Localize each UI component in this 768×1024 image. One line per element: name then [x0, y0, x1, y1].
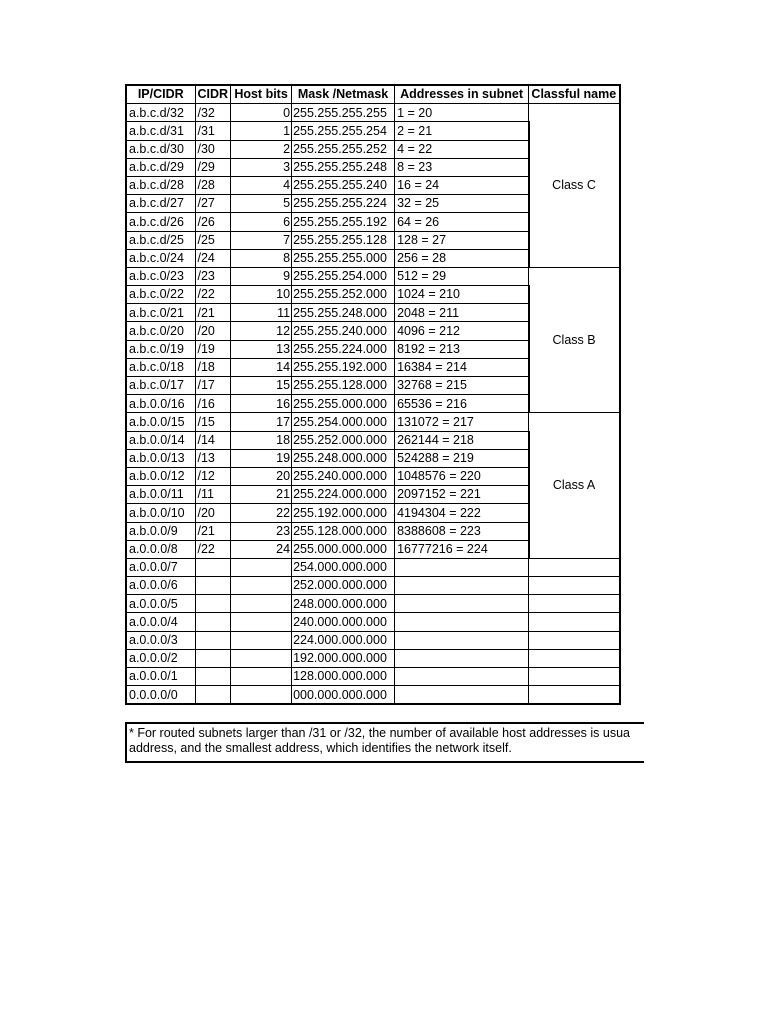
cell-cidr: /24	[195, 249, 231, 267]
cell-mask: 255.255.255.254	[292, 122, 395, 140]
cell-mask: 255.255.255.255	[292, 104, 395, 122]
table-row	[126, 577, 620, 595]
cell-mask: 000.000.000.000	[292, 686, 395, 705]
cell-host-bits: 16	[231, 395, 292, 413]
cell-cidr	[195, 613, 231, 631]
cell-host-bits: 11	[231, 304, 292, 322]
cell-mask: 255.255.255.128	[292, 231, 395, 249]
cell-ip-cidr: 0.0.0.0/0	[126, 686, 195, 705]
cell-host-bits: 1	[231, 122, 292, 140]
cell-cidr	[195, 686, 231, 705]
cell-classful-empty	[529, 558, 620, 576]
cell-addresses: 4194304 = 222	[395, 504, 529, 522]
cell-host-bits: 7	[231, 231, 292, 249]
cell-host-bits: 15	[231, 377, 292, 395]
cell-mask: 255.254.000.000	[292, 413, 395, 431]
table-row	[126, 413, 620, 431]
cell-ip-cidr: a.b.c.d/32	[126, 104, 195, 122]
cell-ip-cidr: a.b.c.0/24	[126, 249, 195, 267]
cell-addresses	[395, 631, 529, 649]
cell-cidr	[195, 595, 231, 613]
cell-ip-cidr: a.b.c.0/21	[126, 304, 195, 322]
cell-mask: 255.000.000.000	[292, 540, 395, 558]
classful-name-cell: Class B	[529, 267, 620, 413]
header-host-bits: Host bits	[231, 85, 292, 104]
cell-cidr: /18	[195, 358, 231, 376]
cell-host-bits: 9	[231, 267, 292, 285]
cell-mask: 255.255.128.000	[292, 377, 395, 395]
cell-addresses: 16384 = 214	[395, 358, 529, 376]
cell-ip-cidr: a.b.c.0/20	[126, 322, 195, 340]
cell-host-bits	[231, 595, 292, 613]
table-row	[126, 104, 620, 122]
cell-cidr: /28	[195, 176, 231, 194]
cell-classful-empty	[529, 613, 620, 631]
cell-host-bits	[231, 686, 292, 705]
cell-cidr	[195, 577, 231, 595]
cell-addresses: 65536 = 216	[395, 395, 529, 413]
cell-ip-cidr: a.0.0.0/1	[126, 668, 195, 686]
cell-addresses	[395, 649, 529, 667]
cell-cidr	[195, 558, 231, 576]
cell-ip-cidr: a.0.0.0/7	[126, 558, 195, 576]
cell-host-bits	[231, 668, 292, 686]
cell-host-bits	[231, 649, 292, 667]
cell-addresses	[395, 686, 529, 705]
cell-ip-cidr: a.b.0.0/14	[126, 431, 195, 449]
cell-classful-empty	[529, 649, 620, 667]
table-row	[126, 595, 620, 613]
cell-mask: 255.255.192.000	[292, 358, 395, 376]
cell-ip-cidr: a.b.c.d/25	[126, 231, 195, 249]
cell-addresses	[395, 595, 529, 613]
cell-mask: 255.255.255.240	[292, 176, 395, 194]
cell-mask: 255.240.000.000	[292, 467, 395, 485]
cell-mask: 240.000.000.000	[292, 613, 395, 631]
cell-cidr: /13	[195, 449, 231, 467]
cell-addresses	[395, 577, 529, 595]
cell-cidr	[195, 668, 231, 686]
cell-host-bits: 13	[231, 340, 292, 358]
cell-cidr: /29	[195, 158, 231, 176]
table-row	[126, 649, 620, 667]
cell-ip-cidr: a.b.0.0/15	[126, 413, 195, 431]
cell-addresses: 1024 = 210	[395, 286, 529, 304]
cell-host-bits: 8	[231, 249, 292, 267]
cell-addresses: 8192 = 213	[395, 340, 529, 358]
cell-cidr: /14	[195, 431, 231, 449]
cell-cidr	[195, 631, 231, 649]
cell-ip-cidr: a.0.0.0/8	[126, 540, 195, 558]
header-classful-name: Classful name	[529, 85, 620, 104]
cell-cidr: /25	[195, 231, 231, 249]
cell-host-bits: 12	[231, 322, 292, 340]
cell-addresses: 64 = 26	[395, 213, 529, 231]
cell-cidr: /20	[195, 504, 231, 522]
cell-ip-cidr: a.0.0.0/6	[126, 577, 195, 595]
cell-host-bits	[231, 577, 292, 595]
cell-ip-cidr: a.b.0.0/13	[126, 449, 195, 467]
cell-mask: 254.000.000.000	[292, 558, 395, 576]
table-row	[126, 631, 620, 649]
table-row	[126, 267, 620, 285]
cell-ip-cidr: a.b.c.d/27	[126, 195, 195, 213]
cell-classful-empty	[529, 668, 620, 686]
cell-mask: 255.128.000.000	[292, 522, 395, 540]
cell-cidr: /11	[195, 486, 231, 504]
cell-mask: 224.000.000.000	[292, 631, 395, 649]
cell-host-bits: 5	[231, 195, 292, 213]
cell-addresses	[395, 558, 529, 576]
cell-ip-cidr: a.b.c.d/31	[126, 122, 195, 140]
cell-cidr: /17	[195, 377, 231, 395]
footnote-line-1: * For routed subnets larger than /31 or /32, the number of available host addresses is usua	[129, 726, 630, 740]
cell-host-bits: 0	[231, 104, 292, 122]
cell-addresses: 524288 = 219	[395, 449, 529, 467]
header-addresses: Addresses in subnet	[395, 85, 529, 104]
cell-ip-cidr: a.b.0.0/9	[126, 522, 195, 540]
cell-ip-cidr: a.b.c.0/23	[126, 267, 195, 285]
cell-addresses: 2097152 = 221	[395, 486, 529, 504]
cell-ip-cidr: a.b.c.d/28	[126, 176, 195, 194]
cell-host-bits: 17	[231, 413, 292, 431]
cell-addresses: 16 = 24	[395, 176, 529, 194]
cell-mask: 255.255.254.000	[292, 267, 395, 285]
cell-host-bits	[231, 613, 292, 631]
cell-ip-cidr: a.b.c.0/17	[126, 377, 195, 395]
cell-addresses: 262144 = 218	[395, 431, 529, 449]
cell-cidr: /30	[195, 140, 231, 158]
cell-host-bits: 14	[231, 358, 292, 376]
cell-addresses: 131072 = 217	[395, 413, 529, 431]
cell-mask: 255.255.255.000	[292, 249, 395, 267]
cell-host-bits: 6	[231, 213, 292, 231]
cell-ip-cidr: a.b.0.0/12	[126, 467, 195, 485]
cell-mask: 252.000.000.000	[292, 577, 395, 595]
cell-classful-empty	[529, 631, 620, 649]
cell-cidr: /19	[195, 340, 231, 358]
cell-addresses: 1048576 = 220	[395, 467, 529, 485]
cell-addresses: 512 = 29	[395, 267, 529, 285]
cell-host-bits: 19	[231, 449, 292, 467]
cell-cidr: /15	[195, 413, 231, 431]
cell-addresses	[395, 613, 529, 631]
cell-ip-cidr: a.0.0.0/3	[126, 631, 195, 649]
cell-cidr: /31	[195, 122, 231, 140]
cell-addresses: 1 = 20	[395, 104, 529, 122]
cell-addresses: 32768 = 215	[395, 377, 529, 395]
cell-mask: 128.000.000.000	[292, 668, 395, 686]
cell-addresses: 16777216 = 224	[395, 540, 529, 558]
cell-cidr: /32	[195, 104, 231, 122]
cell-cidr: /27	[195, 195, 231, 213]
cell-classful-empty	[529, 686, 620, 705]
cell-ip-cidr: a.b.c.d/26	[126, 213, 195, 231]
cell-host-bits: 21	[231, 486, 292, 504]
cell-addresses: 4096 = 212	[395, 322, 529, 340]
cell-host-bits	[231, 631, 292, 649]
table-row	[126, 558, 620, 576]
cell-cidr: /22	[195, 286, 231, 304]
cell-cidr: /21	[195, 522, 231, 540]
cell-host-bits: 4	[231, 176, 292, 194]
table-row	[126, 686, 620, 705]
cell-addresses	[395, 668, 529, 686]
cell-mask: 255.255.255.192	[292, 213, 395, 231]
cell-mask: 255.255.255.224	[292, 195, 395, 213]
cell-cidr: /23	[195, 267, 231, 285]
header-row	[126, 85, 620, 104]
cell-cidr: /26	[195, 213, 231, 231]
cell-mask: 255.255.224.000	[292, 340, 395, 358]
cell-cidr: /22	[195, 540, 231, 558]
cell-ip-cidr: a.b.c.0/19	[126, 340, 195, 358]
cell-addresses: 8388608 = 223	[395, 522, 529, 540]
cell-host-bits	[231, 558, 292, 576]
cell-addresses: 32 = 25	[395, 195, 529, 213]
cell-ip-cidr: a.b.0.0/11	[126, 486, 195, 504]
cell-host-bits: 23	[231, 522, 292, 540]
cell-addresses: 256 = 28	[395, 249, 529, 267]
cell-mask: 255.192.000.000	[292, 504, 395, 522]
cell-addresses: 4 = 22	[395, 140, 529, 158]
footnote-line-2: address, and the smallest address, which identifies the network itself.	[129, 741, 512, 755]
cell-mask: 255.255.240.000	[292, 322, 395, 340]
cell-mask: 255.252.000.000	[292, 431, 395, 449]
footnote	[125, 722, 644, 763]
cell-cidr: /12	[195, 467, 231, 485]
cell-cidr: /21	[195, 304, 231, 322]
cell-ip-cidr: a.0.0.0/2	[126, 649, 195, 667]
cidr-table	[125, 84, 621, 705]
cell-mask: 255.255.252.000	[292, 286, 395, 304]
cell-mask: 255.248.000.000	[292, 449, 395, 467]
cell-mask: 255.255.255.248	[292, 158, 395, 176]
cell-mask: 248.000.000.000	[292, 595, 395, 613]
cell-host-bits: 22	[231, 504, 292, 522]
classful-name-cell: Class A	[529, 413, 620, 559]
cell-host-bits: 18	[231, 431, 292, 449]
cell-cidr	[195, 649, 231, 667]
cell-classful-empty	[529, 595, 620, 613]
cell-addresses: 8 = 23	[395, 158, 529, 176]
header-cidr: CIDR	[195, 85, 231, 104]
cell-host-bits: 20	[231, 467, 292, 485]
header-mask: Mask /Netmask	[292, 85, 395, 104]
cell-ip-cidr: a.b.c.0/18	[126, 358, 195, 376]
cell-addresses: 128 = 27	[395, 231, 529, 249]
cell-addresses: 2048 = 211	[395, 304, 529, 322]
cell-ip-cidr: a.0.0.0/4	[126, 613, 195, 631]
cell-ip-cidr: a.b.0.0/16	[126, 395, 195, 413]
table-row	[126, 668, 620, 686]
classful-name-cell: Class C	[529, 104, 620, 268]
cell-mask: 255.224.000.000	[292, 486, 395, 504]
cell-classful-empty	[529, 577, 620, 595]
cell-ip-cidr: a.0.0.0/5	[126, 595, 195, 613]
cell-host-bits: 3	[231, 158, 292, 176]
cell-addresses: 2 = 21	[395, 122, 529, 140]
cell-host-bits: 10	[231, 286, 292, 304]
cell-cidr: /20	[195, 322, 231, 340]
cell-ip-cidr: a.b.0.0/10	[126, 504, 195, 522]
header-ip-cidr: IP/CIDR	[126, 85, 195, 104]
cell-mask: 255.255.248.000	[292, 304, 395, 322]
cell-cidr: /16	[195, 395, 231, 413]
cell-ip-cidr: a.b.c.d/29	[126, 158, 195, 176]
cell-host-bits: 2	[231, 140, 292, 158]
cell-ip-cidr: a.b.c.0/22	[126, 286, 195, 304]
cell-mask: 192.000.000.000	[292, 649, 395, 667]
cell-host-bits: 24	[231, 540, 292, 558]
cell-ip-cidr: a.b.c.d/30	[126, 140, 195, 158]
cell-mask: 255.255.000.000	[292, 395, 395, 413]
table-row	[126, 613, 620, 631]
cell-mask: 255.255.255.252	[292, 140, 395, 158]
